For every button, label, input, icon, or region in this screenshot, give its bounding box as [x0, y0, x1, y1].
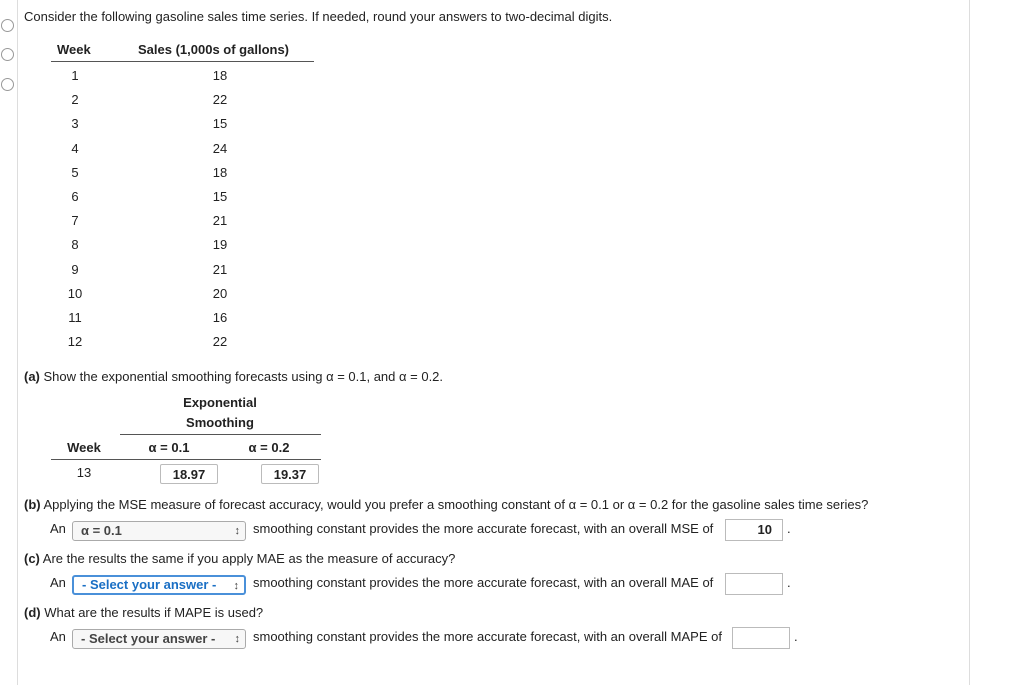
- radio-button-icon[interactable]: [1, 19, 14, 32]
- forecast-alpha-02-value[interactable]: 19.37: [261, 464, 319, 484]
- part-c-label: (c): [24, 551, 40, 566]
- part-d-select[interactable]: [72, 629, 246, 649]
- part-b-select-value: α = 0.1: [81, 523, 122, 538]
- table-cell-week: 9: [71, 261, 79, 277]
- right-border: [969, 0, 970, 685]
- table-cell-sales: 21: [212, 261, 228, 277]
- part-b-label: (b): [24, 497, 41, 512]
- part-c-prefix: An: [50, 575, 66, 590]
- select-arrows-icon: ↕: [234, 525, 240, 537]
- table-cell-sales: 16: [212, 310, 228, 325]
- part-d-select-value: - Select your answer -: [81, 631, 216, 646]
- table-cell-sales: 15: [212, 116, 228, 132]
- table-cell-week: 5: [71, 164, 79, 180]
- select-arrows-icon: ↕: [234, 633, 240, 645]
- mape-input[interactable]: [732, 627, 790, 649]
- part-a-label: (a): [24, 369, 40, 384]
- forecast-week-13: 13: [76, 465, 92, 480]
- part-b-question: [24, 497, 868, 512]
- table-cell-week: 1: [71, 68, 79, 83]
- table-cell-sales: 15: [212, 189, 228, 204]
- table-cell-week: 6: [71, 189, 79, 204]
- part-b-suffix: smoothing constant provides the more accurate forecast, with an overall MSE of: [253, 521, 714, 536]
- part-c-text: Are the results the same if you apply MAE as the measure of accuracy?: [42, 551, 456, 566]
- table-cell-week: 12: [67, 334, 83, 350]
- part-d-text: What are the results if MAPE is used?: [44, 605, 264, 620]
- group-header-line1: Exponential: [183, 395, 257, 410]
- mae-input[interactable]: [725, 573, 783, 595]
- part-b-end: .: [787, 521, 791, 536]
- part-d-question: [24, 605, 263, 620]
- table-cell-week: 7: [71, 213, 79, 229]
- part-c-end: .: [787, 575, 791, 590]
- left-border: [17, 0, 18, 685]
- week-header: Week: [57, 42, 91, 57]
- part-d-prefix: An: [50, 629, 66, 644]
- part-b-prefix: An: [50, 521, 66, 536]
- table-cell-sales: 18: [212, 164, 228, 180]
- part-c-question: [24, 551, 455, 566]
- intro-text: Consider the following gasoline sales time series. If needed, round your answers to two-decimal digits.: [24, 9, 613, 24]
- part-d-suffix: smoothing constant provides the more accurate forecast, with an overall MAPE of: [253, 629, 722, 644]
- part-c-suffix: smoothing constant provides the more accurate forecast, with an overall MAE of: [253, 575, 714, 590]
- table-cell-sales: 24: [212, 140, 228, 156]
- alpha-02-header: α = 0.2: [248, 440, 290, 455]
- table-cell-sales: 19: [212, 237, 228, 253]
- radio-button-icon[interactable]: [1, 78, 14, 91]
- table-cell-week: 10: [67, 285, 83, 301]
- part-c-select-value: - Select your answer -: [82, 577, 217, 592]
- group-header-rule: [120, 434, 321, 435]
- table-cell-sales: 22: [212, 334, 228, 350]
- group-header-line2: Smoothing: [186, 415, 254, 430]
- table-cell-week: 2: [71, 92, 79, 108]
- radio-button-icon[interactable]: [1, 48, 14, 61]
- table-cell-sales: 21: [212, 213, 228, 229]
- table-header-rule: [51, 61, 314, 62]
- table-cell-week: 11: [68, 310, 82, 325]
- table-cell-sales: 22: [212, 92, 228, 108]
- table-cell-sales: 18: [212, 68, 228, 83]
- forecast-header-rule: [51, 459, 321, 460]
- table-cell-week: 3: [71, 116, 79, 132]
- select-arrows-icon: ↕: [233, 580, 239, 592]
- part-a-text: Show the exponential smoothing forecasts using α = 0.1, and α = 0.2.: [43, 369, 444, 384]
- part-d-label: (d): [24, 605, 41, 620]
- alpha-01-header: α = 0.1: [148, 440, 190, 455]
- part-c-select[interactable]: [72, 575, 246, 595]
- part-d-end: .: [794, 629, 798, 644]
- sales-header: Sales (1,000s of gallons): [138, 42, 290, 57]
- part-b-select[interactable]: [72, 521, 246, 541]
- forecast-week-header: Week: [67, 440, 101, 455]
- forecast-alpha-01-value[interactable]: 18.97: [160, 464, 218, 484]
- table-cell-week: 8: [71, 237, 79, 253]
- table-cell-sales: 20: [212, 285, 228, 301]
- table-cell-week: 4: [71, 140, 79, 156]
- part-a-question: [24, 369, 443, 384]
- mse-input[interactable]: 10: [725, 519, 783, 541]
- part-b-text: Applying the MSE measure of forecast accuracy, would you prefer a smoothing constant of α = 0.1 or α = 0.2 for the gasoline sales time series?: [43, 497, 869, 512]
